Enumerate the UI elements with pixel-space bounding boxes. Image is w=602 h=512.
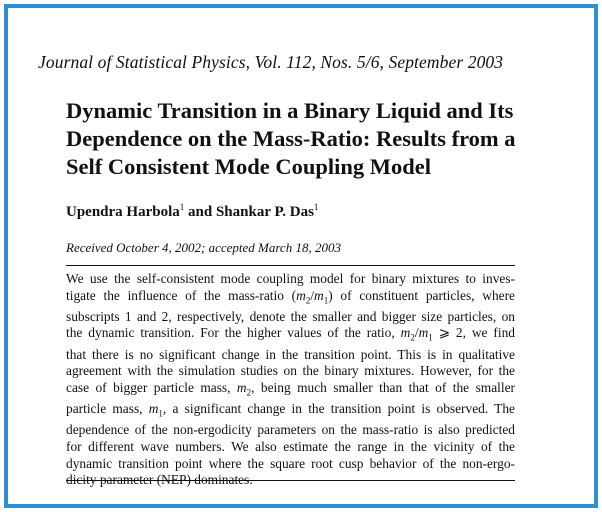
abstract-top-rule (66, 265, 515, 266)
abstract-line: dependence of the non-ergodicity parameters on the mass-ratio is also predicted (66, 422, 515, 438)
paper-title: Dynamic Transition in a Binary Liquid and Its Dependence on the Mass-Ratio: Results from a Self Consistent Mode Coupling Model (66, 98, 516, 179)
abstract-line: tigate the influence of the mass-ratio $(m_2/m_1)$ of constituent particles, where (66, 287, 515, 306)
abstract-line: particle mass, $m_1$, a significant change in the transition point is observed. The (66, 401, 515, 419)
abstract-line: that there is no significant change in the transition point. This is in qualitative (66, 346, 515, 362)
journal-citation: Journal of Statistical Physics, Vol. 112, Nos. 5/6, September 2003 (38, 52, 504, 72)
abstract (66, 271, 515, 489)
affiliation-mark: 1 (313, 202, 319, 212)
received-dates: Received October 4, 2002; accepted March 18, 2003 (66, 240, 341, 255)
abstract-line: case of bigger particle mass, $m_2$, being much smaller than that of the smaller (66, 379, 515, 398)
abstract-line: dicity parameter (NEP) dominates. (66, 472, 253, 488)
abstract-line: dynamic transition point where the square root cusp behavior of the non-ergo- (66, 455, 515, 471)
author-line (66, 202, 318, 221)
abstract-bottom-rule (66, 480, 515, 481)
affiliation-mark: 1 (179, 202, 185, 212)
abstract-line: for different wave numbers. We also estimate the range in the vicinity of the (66, 439, 515, 455)
author-joiner: and (188, 204, 213, 220)
abstract-line: subscripts 1 and 2, respectively, denote the smaller and bigger size particles, on (66, 308, 515, 324)
abstract-line: We use the self-consistent mode coupling model for binary mixtures to inves- (66, 271, 515, 286)
author-name: Shankar P. Das (215, 204, 314, 220)
abstract-line: agreement with the simulation studies on the binary mixtures. However, for the (66, 363, 515, 379)
abstract-line: the dynamic transition. For the higher values of the ratio, $m_2/m_1$ ⩾ 2, we find (66, 325, 515, 344)
author-name: Upendra Harbola (66, 204, 180, 220)
